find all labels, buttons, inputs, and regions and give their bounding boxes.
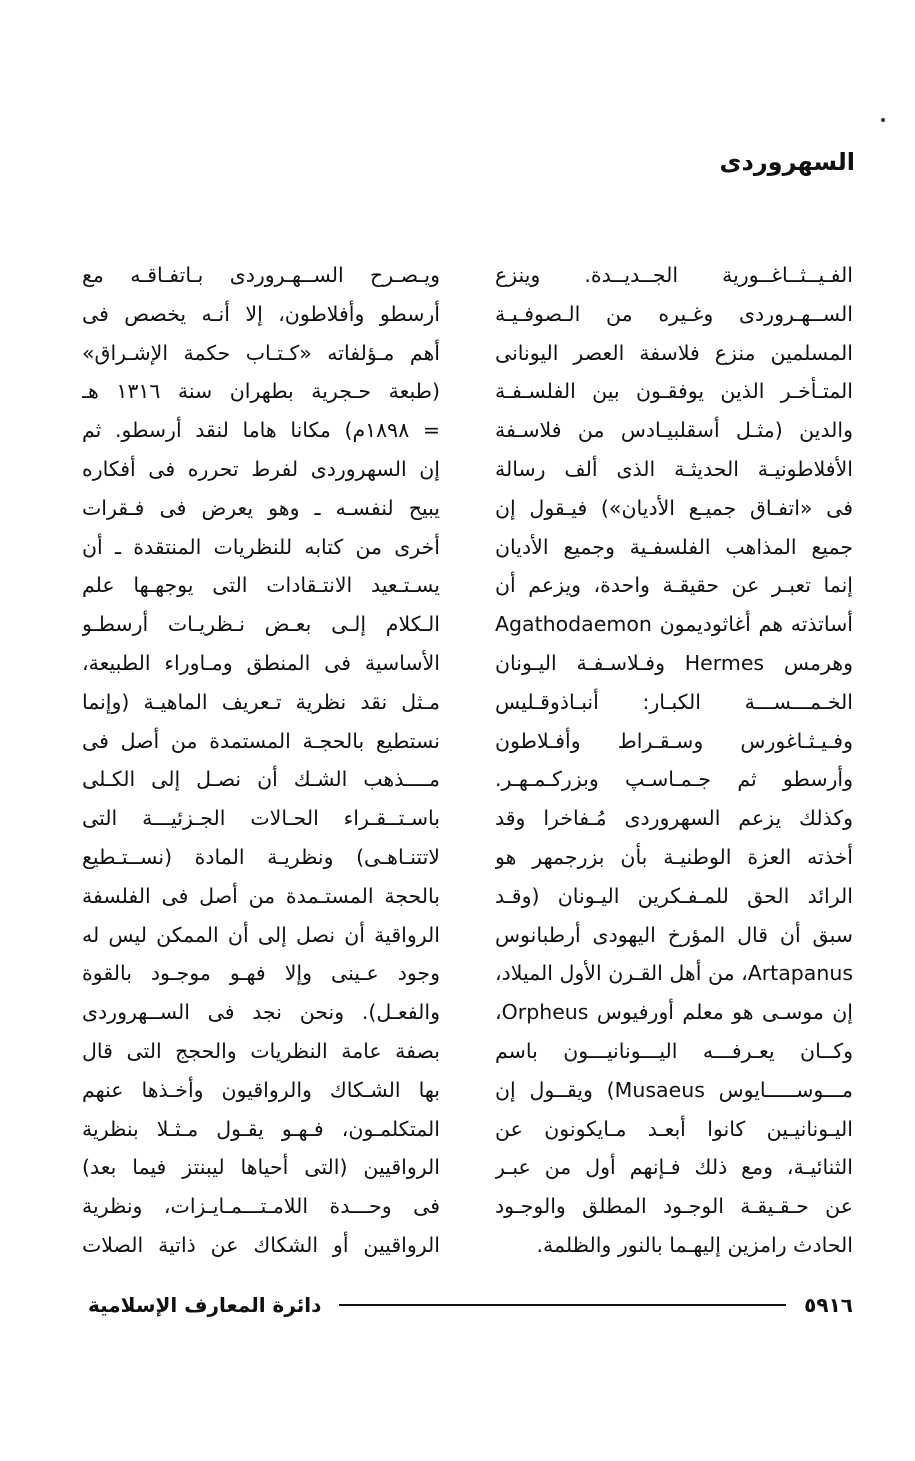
text-line: Artapanus، من أهل القـرن الأول الميلاد،	[495, 961, 853, 986]
text-line: الســهـروردى وغـيره من الـصوفـيـة	[495, 301, 853, 326]
text-line: باسـتــقـراء الحـالات الجـزئيـــة التى	[82, 806, 440, 831]
text-line: وجود عـينى وإلا فهـو موجـود بالقوة	[82, 961, 440, 986]
text-line: الرواقية أن نصل إلى أن الممكن ليس له	[82, 922, 440, 947]
text-line: بصفة عامة النظريات والحجج التى قال	[82, 1038, 440, 1063]
text-line: مـثل نقد نظرية تـعريف الماهيـة (وإنما	[82, 689, 440, 714]
text-line: والدين (مثـل أسقلبيـادس من فلاسـفة	[495, 418, 853, 443]
text-line: مــــذهب الشـك أن نصـل إلى الكـلى	[82, 767, 440, 792]
text-line: المتكلمـون، فـهـو يقـول مـثـلا بنظرية	[82, 1116, 440, 1141]
text-line: أساتذته هم أغاثوديمون Agathodaemon	[495, 612, 853, 637]
text-line: وهرمس Hermes وفـلاسـفـة اليـونان	[495, 650, 853, 675]
text-line: الرائد الحق للمـفـكرين اليـونان (وقـد	[495, 883, 853, 908]
text-line: جميع المذاهب الفلسفـية وجميع الأديان	[495, 534, 853, 559]
text-line: فى «اتفـاق جميـع الأديان») فيـقول إن	[495, 495, 853, 520]
text-line: اليـونانيـين كانوا أبعـد مـايكونون عن	[495, 1116, 853, 1141]
text-line: المسلمين منزع فلاسفة العصر اليونانى	[495, 340, 853, 365]
scan-dot	[881, 118, 885, 122]
text-line: أهم مـؤلفاته «كـتـاب حكمة الإشـراق»	[82, 340, 440, 365]
text-line: بالحجة المستـمدة من أصل فى الفلسفة	[82, 883, 440, 908]
text-line: وأرسطو ثم جـمـاسـپ وبزركـمـهـر.	[495, 767, 853, 792]
text-line: مـــوســـــايوس Musaeus) ويقــول إن	[495, 1077, 853, 1102]
text-line: الأفلاطونيـة الحديثـة الذى ألف رسالة	[495, 456, 853, 481]
text-line: لاتتنـاهـى) ونظريـة المادة (نســتـطيع	[82, 844, 440, 869]
text-line: يبيح لنفسـه ـ وهو يعرض فى فـقرات	[82, 495, 440, 520]
text-line: وكذلك يزعم السهروردى مُـفاخرا وقد	[495, 806, 853, 831]
publication-title: دائرة المعارف الإسلامية	[88, 1293, 322, 1317]
text-line: (طبعة حـجرية بطهران سنة ١٣١٦ هـ	[82, 379, 440, 404]
text-line: الـكلام إلـى بعـض نـظريـات أرسطـو	[82, 612, 440, 637]
text-line: سبق أن قال المؤرخ اليهودى أرطبانوس	[495, 922, 853, 947]
text-line: الحادث رامزين إليهـما بالنور والظلمة.	[536, 1232, 853, 1257]
text-line: ويـصـرح الســهـروردى بـاتفـاقـه مع	[82, 263, 440, 287]
footer-rule	[339, 1304, 786, 1306]
text-line: والفعـل). ونحن نجد فى الســهروردى	[82, 1000, 440, 1025]
text-line: المتـأخـر الذين يوفقـون بين الفلسـفـة	[495, 379, 853, 404]
text-line: وكــان يعـرفـــه اليـــونانيـــون باسم	[495, 1038, 853, 1063]
text-line: أرسطو وأفلاطون، إلا أنـه يخصص فى	[82, 301, 440, 326]
text-line: يسـتـعيد الانتـقادات التى يوجهـها علم	[82, 573, 440, 598]
right-column	[495, 256, 853, 1265]
text-line: وفـيـثـاغورس وسـقـراط وأفـلاطون	[495, 728, 853, 753]
text-line: أخرى من كتابه للنظريات المنتقدة ـ أن	[82, 534, 440, 559]
text-line: الثنائيـة، ومع ذلك فـإنهم أول من عبـر	[495, 1155, 853, 1180]
text-line: فى وحـــدة اللامـتـــمـايـزات، ونظرية	[82, 1194, 440, 1219]
text-line: الأساسية فى المنطق ومـاوراء الطبيعة،	[82, 650, 440, 675]
text-line: نستطيع بالحجـة المستمدة من أصل فى	[82, 728, 440, 753]
page-number: ٥٩١٦	[804, 1293, 853, 1317]
text-line: الرواقيين (التى أحياها ليبنتز فيما بعد)	[82, 1155, 440, 1180]
text-line: أخذته العزة الوطنيـة بأن بزرجمهر هو	[495, 844, 853, 869]
text-line: عن حـقـيقـة الوجـود المطلق والوجـود	[495, 1194, 853, 1219]
text-line: الفـيــثــاغــورية الجــديــدة. وينزع	[495, 263, 853, 287]
text-line: إنما تعبـر عن حقيقـة واحدة، ويزعم أن	[495, 573, 853, 598]
text-line: بها الشـكاك والرواقيون وأخـذها عنهم	[82, 1077, 440, 1102]
text-line: إن موسـى هو معلم أورفيوس Orpheus،	[495, 1000, 853, 1025]
text-line: إن السهروردى لفرط تحرره فى أفكاره	[82, 456, 440, 481]
text-line: = ١٨٩٨م) مكانا هاما لنقد أرسطو. ثم	[82, 418, 440, 443]
text-line: الرواقيين أو الشكاك عن ذاتية الصلات	[82, 1232, 440, 1257]
text-line: الخـمـــســـة الكبـار: أنبـاذوقـليس	[495, 689, 853, 714]
left-column	[82, 256, 440, 1265]
running-header: السهروردى	[719, 148, 855, 176]
page-footer	[88, 1290, 853, 1320]
